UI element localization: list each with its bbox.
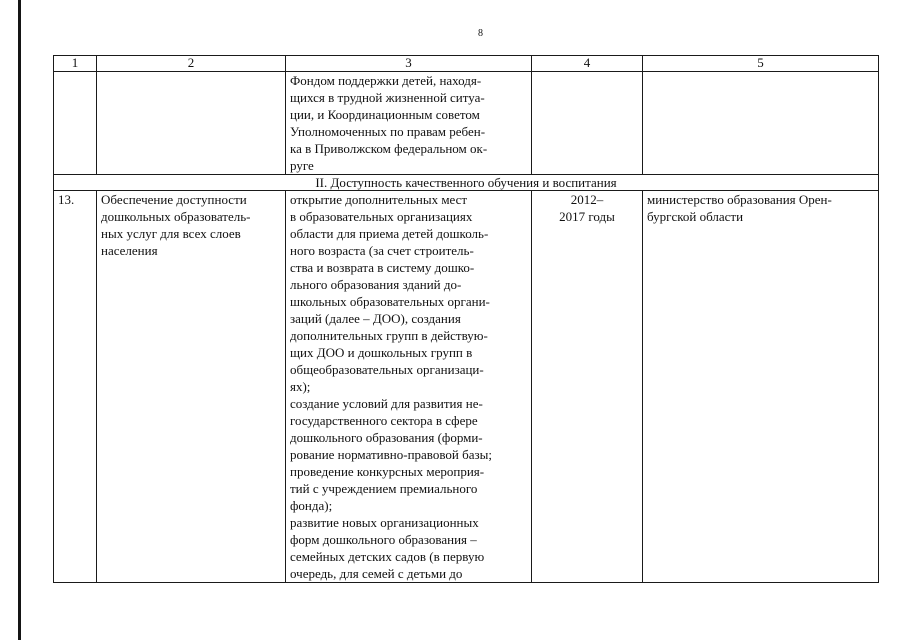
continued-col-2: [97, 72, 286, 175]
scan-left-edge: [18, 0, 21, 640]
table-row-13: [54, 191, 879, 583]
continued-col-4: [532, 72, 643, 175]
header-col-1: 1: [54, 56, 97, 72]
row-13-period: 2012– 2017 годы: [559, 192, 615, 224]
header-col-5: 5: [643, 56, 879, 72]
header-col-4: 4: [532, 56, 643, 72]
row-13-task-cell: [97, 191, 286, 583]
header-col-3: 3: [286, 56, 532, 72]
continued-col-5: [643, 72, 879, 175]
row-13-measures-cell: [286, 191, 532, 583]
row-13-responsible-cell: [643, 191, 879, 583]
row-13-responsible: министерство образования Орен- бургской области: [647, 192, 832, 224]
page-number: 8: [478, 28, 483, 39]
table-row-continued: [54, 72, 879, 175]
header-col-2: 2: [97, 56, 286, 72]
table-header-row: [54, 56, 879, 72]
continued-col-1: [54, 72, 97, 175]
measures-table: [53, 55, 879, 583]
continued-measures-text: Фондом поддержки детей, находя- щихся в трудной жизненной ситуа- ции, и Координационным советом Уполномоченных по правам ребен- ка в Приволжском федеральном ок- руге: [290, 73, 488, 173]
row-13-period-cell: [532, 191, 643, 583]
row-13-measures: открытие дополнительных мест в образовательных организациях области для приема детей дошколь- ного возраста (за счет строитель- ства и возврата в систему дошко- льного образования зданий до- школьных образовательных органи- заций (далее – ДОО), создания дополнительных групп в действую- щих ДОО и дошкольных групп в общеобразовательных организаци- ях); создание условий для развития не- государственного сектора в сфере дошкольного образования (форми- рование нормативно-правовой базы; проведение конкурсных мероприя- тий с учреждением премиального фонда); развитие новых организационных форм дошкольного образования – семейных детских садов (в первую очередь, для семей с детьми до: [290, 192, 492, 581]
continued-measures-cell: [286, 72, 532, 175]
row-13-task: Обеспечение доступности дошкольных образователь- ных услуг для всех слоев населения: [101, 192, 251, 258]
row-13-number: 13.: [54, 191, 97, 583]
section-title-row: [54, 175, 879, 191]
section-title: II. Доступность качественного обучения и воспитания: [54, 175, 879, 191]
